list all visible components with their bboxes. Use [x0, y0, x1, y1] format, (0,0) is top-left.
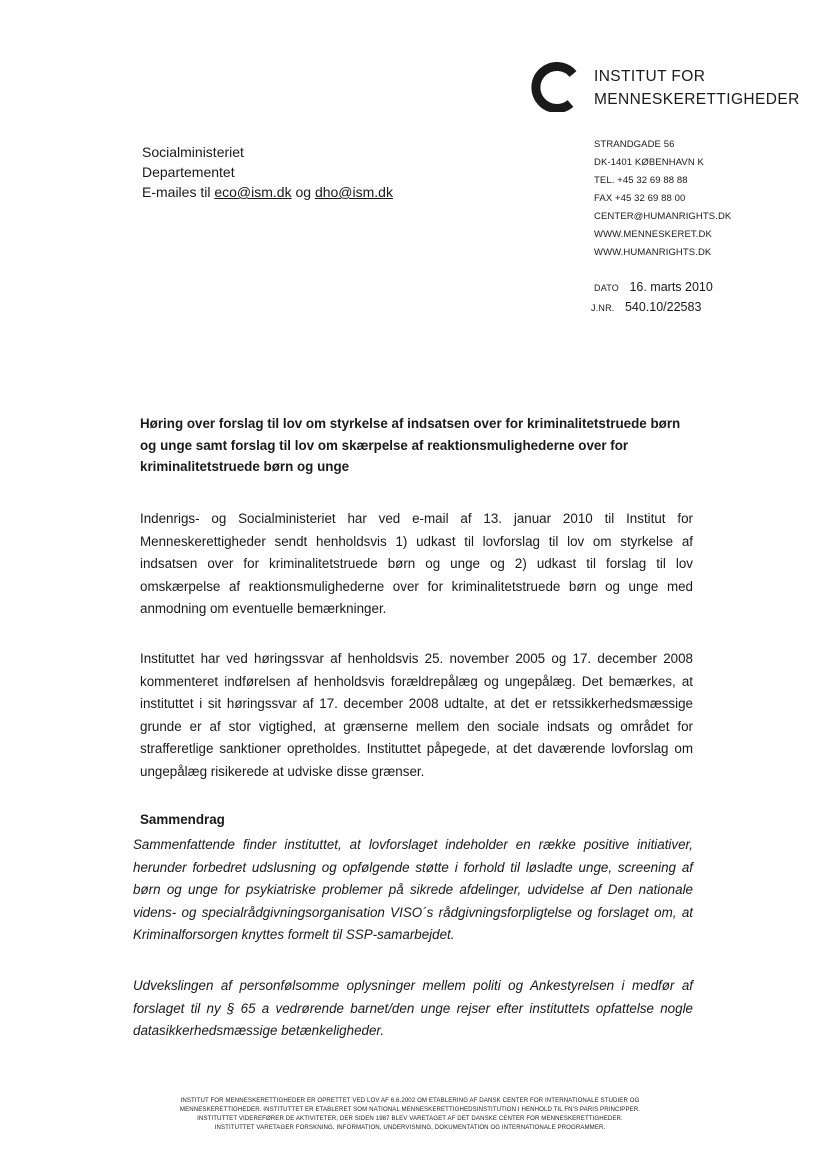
body-paragraph-1: Indenrigs- og Socialministeriet har ved e-mail af 13. januar 2010 til Institut for Menneskerettigheder sendt henholdsvis 1) udkast til lovforslag til lov om styrkelse af indsatsen over for kriminalitetstruede børn og unge og 2) udkast til forslag til lov omskærpelse af reaktionsmulighederne over for kriminalitetstruede børn og unge med anmodning om eventuelle bemærkninger. [140, 511, 693, 616]
email-prefix: E-mailes til [142, 184, 215, 200]
summary-heading: Sammendrag [140, 812, 225, 827]
legal-footer [130, 1096, 690, 1132]
date-label: DATO [594, 283, 619, 293]
contact-email: CENTER@HUMANRIGHTS.DK [594, 211, 732, 222]
contact-tel: TEL. +45 32 69 88 88 [594, 175, 688, 186]
summary-paragraph-1: Sammenfattende finder instituttet, at lovforslaget indeholder en række positive initiativer, herunder forbedret udslusning og opfølgende støtte i forhold til løsladte unge, screening af børn og unge for psykiatriske problemer på sikrede afdelinger, udvidelse af Den nationale videns- og specialrådgivningsorganisation VISO´s rådgivningsforpligtelse og forslaget om, at Kriminalforsorgen knyttes formelt til SSP-samarbejdet. [133, 837, 693, 942]
recipient-email-line [142, 182, 393, 202]
recipient-department: Departementet [142, 164, 235, 180]
email-mid: og [291, 184, 315, 200]
contact-web-menneskeret: WWW.MENNESKERET.DK [594, 229, 712, 240]
date-row [594, 278, 713, 296]
letter-subject: Høring over forslag til lov om styrkelse af indsatsen over for kriminalitetstruede børn og unge samt forslag til lov om skærpelse af reaktionsmulighederne over for kriminalitetstruede børn og unge [140, 416, 681, 474]
org-name-line2: MENNESKERETTIGHEDER [594, 91, 800, 108]
footer-line-4: INSTITUTTET VARETAGER FORSKNING, INFORMATION, UNDERVISNING, DOKUMENTATION OG INTERNATIONALE PROGRAMMER. [214, 1124, 606, 1131]
email-link-dho[interactable]: dho@ism.dk [314, 184, 393, 200]
date-value: 16. marts 2010 [629, 280, 713, 294]
body-paragraph-2: Instituttet har ved høringssvar af henholdsvis 25. november 2005 og 17. december 2008 kommenteret indførelsen af henholdsvis forældrepålæg og ungepålæg. Det bemærkes, at instituttet i sit høringssvar af 17. december 2008 udtalte, at det er retssikkerhedsmæssige grunde er af stor vigtighed, at grænserne mellem den sociale indsats og området for strafferetlige sanktioner opretholdes. Instituttet påpegede, at det daværende lovforslag om ungepålæg risikerede at udviske disse grænser. [140, 651, 693, 779]
contact-web-humanrights: WWW.HUMANRIGHTS.DK [594, 247, 712, 258]
footer-line-2: MENNESKERETTIGHEDER. INSTITUTTET ER ETABLERET SOM NATIONAL MENNESKERETTIGHEDSINSTITUTION I HENHOLD TIL FN'S PARIS PRINCIPPER. [179, 1106, 641, 1113]
recipient-ministry: Socialministeriet [142, 144, 244, 160]
contact-city: DK-1401 KØBENHAVN K [594, 157, 704, 168]
ref-value: 540.10/22583 [624, 300, 702, 314]
institute-logo-icon [530, 62, 582, 112]
footer-line-3: INSTITUTTET VIDEREFØRER DE AKTIVITETER, DER SIDEN 1987 BLEV VARETAGET AF DET DANSKE CENTER FOR MENNESKERETTIGHEDER. [197, 1115, 623, 1122]
footer-line-1: INSTITUT FOR MENNESKERETTIGHEDER ER OPRETTET VED LOV AF 6.6.2002 OM ETABLERING AF DANSK CENTER FOR INTERNATIONALE STUDIER OG [180, 1097, 640, 1104]
contact-fax: FAX +45 32 69 88 00 [594, 193, 686, 204]
ref-label: J.NR. [591, 303, 615, 313]
email-link-eco[interactable]: eco@ism.dk [214, 184, 292, 200]
ref-row [591, 298, 701, 316]
org-name-line1: INSTITUT FOR [594, 68, 706, 85]
summary-paragraph-2: Udvekslingen af personfølsomme oplysninger mellem politi og Ankestyrelsen i medfør af forslaget til ny § 65 a vedrørende barnet/den unge rejser efter instituttets opfattelse nogle datasikkerhedsmæssige betænkeligheder. [133, 978, 693, 1038]
contact-street: STRANDGADE 56 [594, 139, 675, 150]
